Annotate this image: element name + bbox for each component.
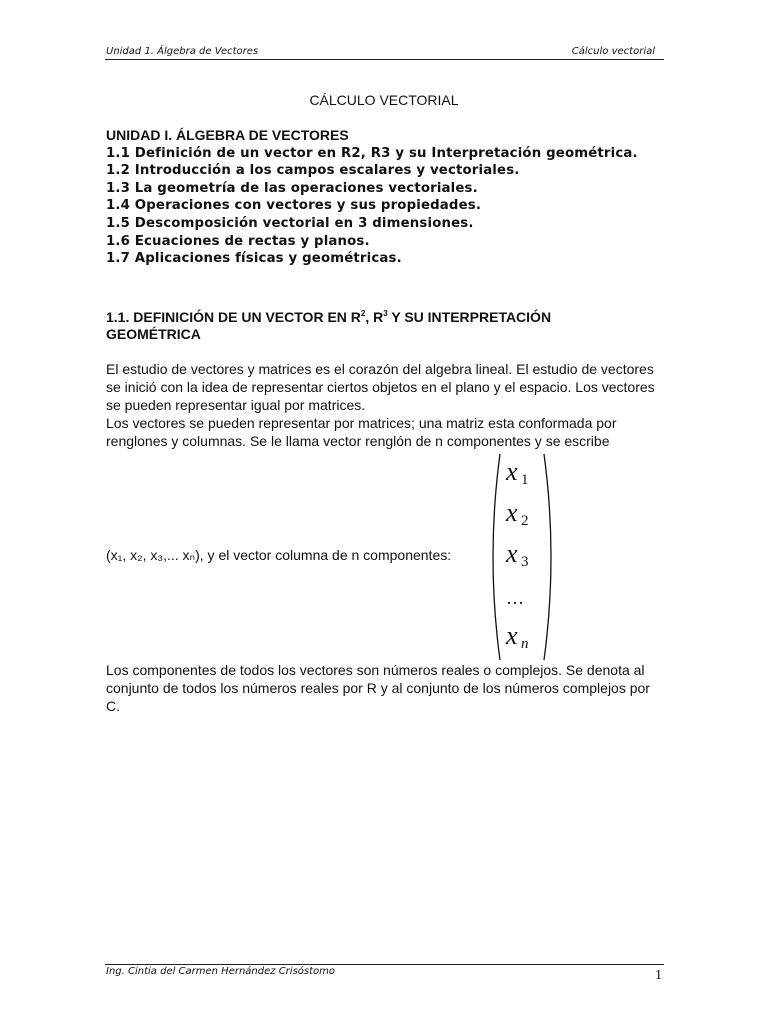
toc-item: 1.3 La geometría de las operaciones vectoriales. xyxy=(106,180,478,196)
toc-item: 1.5 Descomposición vectorial en 3 dimensiones. xyxy=(106,215,474,231)
toc-item: 1.2 Introducción a los campos escalares y vectoriales. xyxy=(106,163,520,179)
toc-item: 1.7 Aplicaciones físicas y geométricas. xyxy=(106,251,402,267)
table-of-contents xyxy=(106,127,638,268)
header-unit: Unidad 1. Álgebra de Vectores xyxy=(106,46,259,57)
paragraph: El estudio de vectores y matrices es el corazón del algebra lineal. El estudio de vectores se inició con la idea de representar ciertos objetos en el plano y el espacio. Los vectores se pueden representar igual por matrices. xyxy=(106,361,655,413)
document-title: CÁLCULO VECTORIAL xyxy=(309,92,459,108)
running-footer xyxy=(105,964,664,985)
paragraph: Los vectores se pueden representar por matrices; una matriz esta conformada por renglones y columnas. Se le llama vector renglón de n componentes y se escribe xyxy=(106,415,617,449)
left-paren xyxy=(493,454,500,660)
matrix-entry-base: x xyxy=(506,621,518,650)
toc-item: 1.6 Ecuaciones de rectas y planos. xyxy=(106,233,370,249)
matrix-entry-sub: 2 xyxy=(521,513,529,529)
matrix-entry-base: x xyxy=(506,539,518,568)
matrix-entry-base: x xyxy=(506,457,518,486)
running-header xyxy=(105,45,664,60)
toc-unit-title: UNIDAD I. ÁLGEBRA DE VECTORES xyxy=(106,127,349,143)
paragraph: Los componentes de todos los vectores son números reales o complejos. Se denota al conjunto de todos los números reales por R y al conjunto de los números complejos por C. xyxy=(106,662,650,714)
matrix-entry-sub: n xyxy=(521,636,529,652)
matrix-entry-sub: 3 xyxy=(521,554,529,570)
section-heading: 1.1. DEFINICIÓN DE UN VECTOR EN $R^2$, $R^3$ Y SU INTERPRETACIÓN GEOMÉTRICA xyxy=(106,309,552,342)
matrix-entry-ellipsis: … xyxy=(506,588,524,608)
page-number: 1 xyxy=(655,968,662,983)
row-vector-text: (x₁, x₂, x₃,... xₙ), y el vector columna de n componentes: xyxy=(106,547,452,563)
footer-author: Ing. Cintia del Carmen Hernández Crisóstomo xyxy=(106,966,336,977)
toc-item: 1.1 Definición de un vector en R2, R3 y su Interpretación geométrica. xyxy=(106,145,638,161)
right-paren xyxy=(544,454,551,660)
column-vector-matrix xyxy=(484,452,560,662)
header-course: Cálculo vectorial xyxy=(571,46,655,57)
matrix-entry-base: x xyxy=(506,498,518,527)
matrix-entry-sub: 1 xyxy=(521,472,529,488)
toc-item: 1.4 Operaciones con vectores y sus propiedades. xyxy=(106,198,482,214)
body-paragraphs xyxy=(106,360,666,450)
